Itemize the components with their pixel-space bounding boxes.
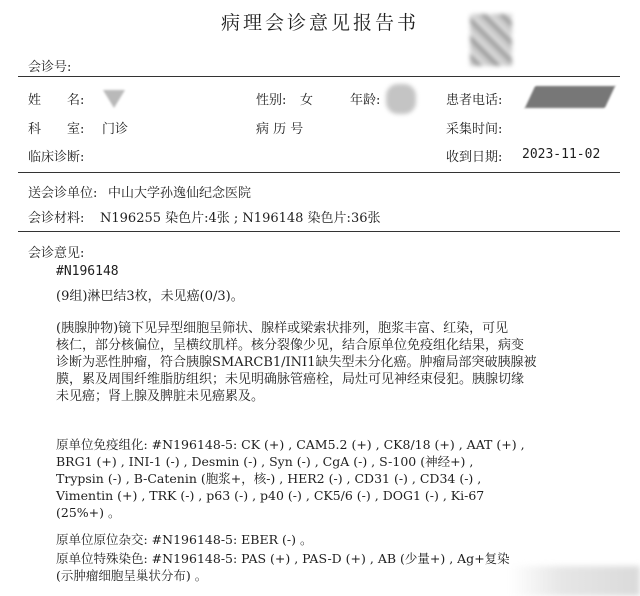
description-line: 未见癌；肾上腺及脾脏未见癌累及。 xyxy=(56,389,265,404)
redacted-phone xyxy=(525,86,615,108)
special-stain-line: (示肿瘤细胞呈巢状分布) 。 xyxy=(56,568,208,583)
lymph-node-result: (9组)淋巴结3枚，未见癌(0/3)。 xyxy=(56,289,244,304)
opinion-heading: 会诊意见: xyxy=(28,246,85,261)
description-line: (胰腺肿物)镜下见异型细胞呈筛状、腺样或梁索状排列，胞浆丰富、红染，可见 xyxy=(56,321,509,336)
ihc-line: BRG1 (+) , INI-1 (-) , Desmin (-) , Syn (-) , CgA (-) , S-100 (神经+) , xyxy=(56,454,474,469)
description-line: 膜，累及周围纤维脂肪组织；未见明确脉管癌栓，局灶可见神经束侵犯。胰腺切缘 xyxy=(56,372,525,387)
clinical-diagnosis-label: 临床诊断: xyxy=(28,150,85,165)
name-label: 姓 名: xyxy=(28,93,85,108)
sex-label: 性别: xyxy=(256,93,287,108)
special-stain-block xyxy=(56,550,510,584)
immunohistochemistry-block xyxy=(56,436,525,521)
phone-label: 患者电话: xyxy=(446,93,503,108)
case-number: #N196148 xyxy=(56,264,119,279)
submitting-unit-label: 送会诊单位: xyxy=(28,186,98,201)
report-title: 病理会诊意见报告书 xyxy=(220,12,419,34)
description-line: 诊断为恶性肿瘤，符合胰腺SMARCB1/INI1缺失型未分化癌。肿瘤局部突破胰腺被 xyxy=(56,355,537,370)
submitting-unit-value: 中山大学孙逸仙纪念医院 xyxy=(108,186,252,201)
received-date-label: 收到日期: xyxy=(446,150,503,165)
ihc-line: Vimentin (+) , TRK (-) , p63 (-) , p40 (-) , CK5/6 (-) , DOG1 (-) , Ki-67 xyxy=(56,488,485,503)
collection-time-label: 采集时间: xyxy=(446,122,503,137)
header-divider-bottom xyxy=(18,231,620,232)
medical-record-label: 病 历 号 xyxy=(256,122,304,137)
redacted-age xyxy=(386,84,416,114)
consult-number-label: 会诊号: xyxy=(28,60,72,75)
ihc-line: (25%+) 。 xyxy=(56,505,121,520)
description-line: 核仁，部分核偏位，呈横纹肌样。核分裂像少见，结合原单位免疫组化结果，病变 xyxy=(56,338,525,353)
received-date-value: 2023-11-02 xyxy=(522,147,601,162)
special-stain-line: 原单位特殊染色: #N196148-5: PAS (+) , PAS-D (+) , AB (少量+) , Ag+复染 xyxy=(56,551,510,566)
blurred-qr-code-icon xyxy=(470,14,512,66)
blurred-watermark xyxy=(510,566,640,596)
in-situ-hybridization-line: 原单位原位杂交: #N196148-5: EBER (-) 。 xyxy=(56,532,313,547)
ihc-line: 原单位免疫组化: #N196148-5: CK (+) , CAM5.2 (+) , CK8/18 (+) , AAT (+) , xyxy=(56,437,525,452)
ihc-line: Trypsin (-) , B-Catenin (胞浆+，核-) , HER2 (-) , CD31 (-) , CD34 (-) , xyxy=(56,471,482,486)
header-divider-middle xyxy=(18,172,620,173)
age-label: 年龄: xyxy=(350,93,381,108)
department-label: 科 室: xyxy=(28,122,85,137)
redacted-name xyxy=(103,90,125,108)
consult-material-value: N196255 染色片:4张 ; N196148 染色片:36张 xyxy=(100,211,381,226)
sex-value: 女 xyxy=(300,93,314,108)
consult-material-label: 会诊材料: xyxy=(28,211,85,226)
microscopic-description xyxy=(56,320,536,405)
header-divider-top xyxy=(18,76,620,77)
department-value: 门诊 xyxy=(102,122,129,137)
